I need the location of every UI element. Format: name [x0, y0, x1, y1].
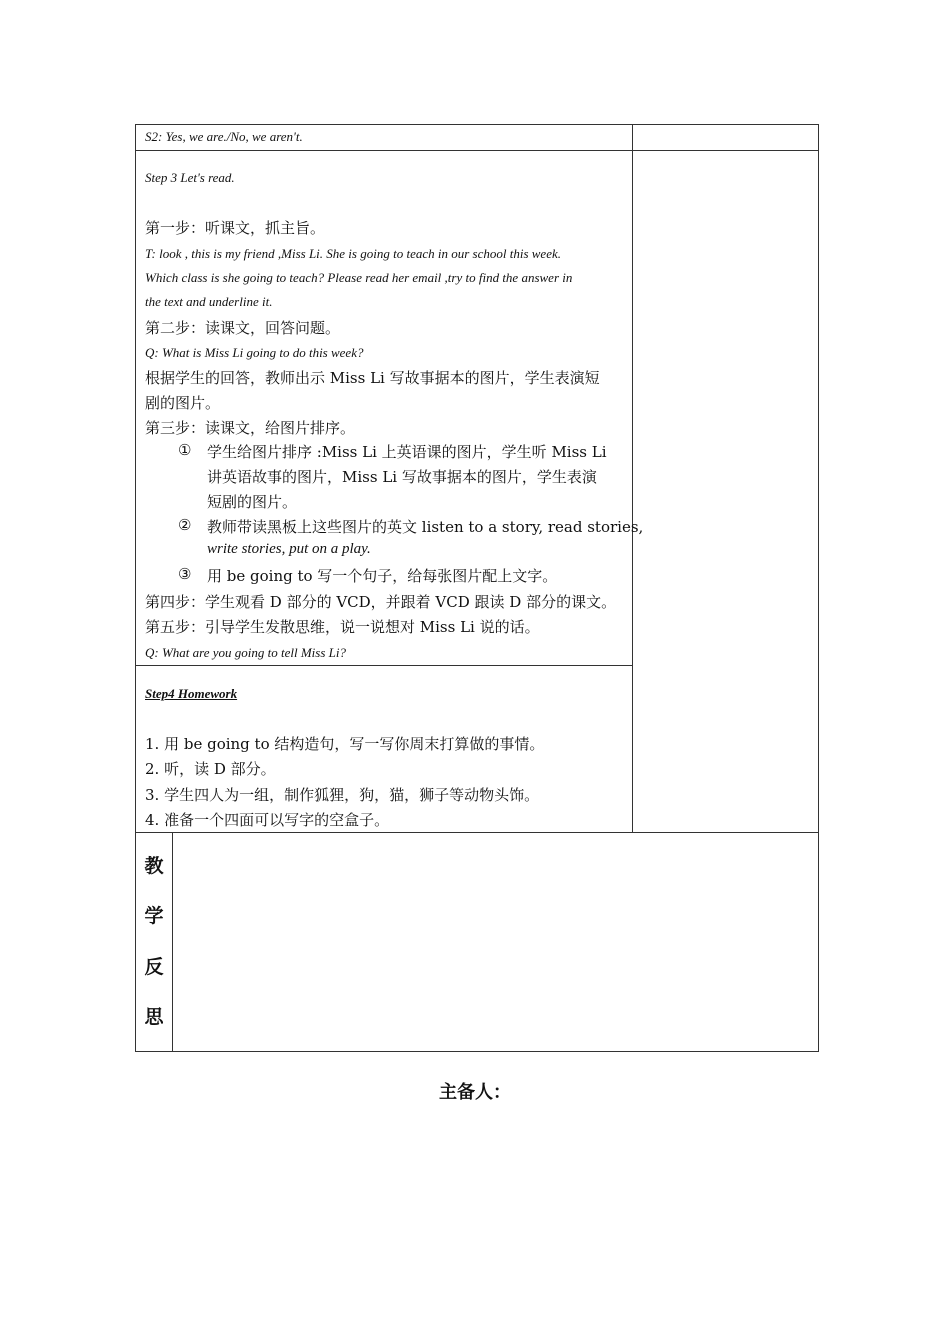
row-divider-2 [135, 665, 632, 666]
homework-item-4: 4. 准备一个四面可以写字的空盒子。 [145, 811, 390, 829]
step3-sub3-label: 第三步：读课文，给图片排序。 [145, 419, 356, 437]
step3-sub2-question: Q: What is Miss Li going to do this week? [145, 345, 364, 360]
preparer-label: 主备人： [439, 1082, 511, 1103]
reflection-char-1: 教 [144, 855, 164, 877]
step3-sub5-question: Q: What are you going to tell Miss Li? [145, 645, 347, 660]
step3-sub1-label: 第一步：听课文，抓主旨。 [145, 219, 326, 237]
list-item-2-line-2: write stories, put on a play. [207, 541, 371, 557]
list-marker-1: ① [178, 441, 192, 459]
column-divider [632, 124, 633, 832]
step4-title: Step4 Homework [145, 686, 238, 701]
list-item-1-line-2: 讲英语故事的图片，Miss Li 写故事据本的图片，学生表演 [207, 468, 597, 486]
reflection-char-2: 学 [144, 905, 164, 927]
homework-item-3: 3. 学生四人为一组，制作狐狸，狗，猫，狮子等动物头饰。 [145, 786, 540, 804]
reflection-char-4: 思 [144, 1006, 164, 1028]
list-item-1-line-1: 学生给图片排序 :Miss Li 上英语课的图片，学生听 Miss Li [207, 443, 607, 461]
step3-sub2-note-1: 根据学生的回答，教师出示 Miss Li 写故事据本的图片，学生表演短 [145, 369, 600, 387]
homework-item-2: 2. 听，读 D 部分。 [145, 760, 276, 778]
reflection-char-3: 反 [144, 956, 164, 978]
step3-sub2-note-2: 剧的图片。 [145, 394, 221, 412]
step3-teacher-line-3: the text and underline it. [145, 294, 273, 309]
reflection-label-divider [172, 832, 173, 1052]
list-marker-3: ③ [178, 565, 192, 583]
list-marker-2: ② [178, 516, 192, 534]
top-row-text: S2: Yes, we are./No, we aren't. [145, 129, 303, 144]
step3-sub5: 第五步：引导学生发散思维，说一说想对 Miss Li 说的话。 [145, 618, 540, 636]
row-divider-3 [135, 832, 819, 833]
homework-item-1: 1. 用 be going to 结构造句，写一写你周末打算做的事情。 [145, 735, 545, 753]
step3-teacher-line-2: Which class is she going to teach? Please read her email ,try to find the answer in [145, 270, 573, 285]
list-item-2-line-1: 教师带读黑板上这些图片的英文 listen to a story, read stories, [207, 518, 644, 536]
list-item-3-line-1: 用 be going to 写一个句子，给每张图片配上文字。 [207, 567, 558, 585]
step3-sub4: 第四步：学生观看 D 部分的 VCD，并跟着 VCD 跟读 D 部分的课文。 [145, 593, 617, 611]
row-divider-1 [135, 150, 819, 151]
step3-teacher-line-1: T: look , this is my friend ,Miss Li. She is going to teach in our school this week. [145, 246, 561, 261]
step3-title: Step 3 Let's read. [145, 170, 235, 185]
step3-sub2-label: 第二步：读课文，回答问题。 [145, 319, 341, 337]
list-item-1-line-3: 短剧的图片。 [207, 493, 298, 511]
